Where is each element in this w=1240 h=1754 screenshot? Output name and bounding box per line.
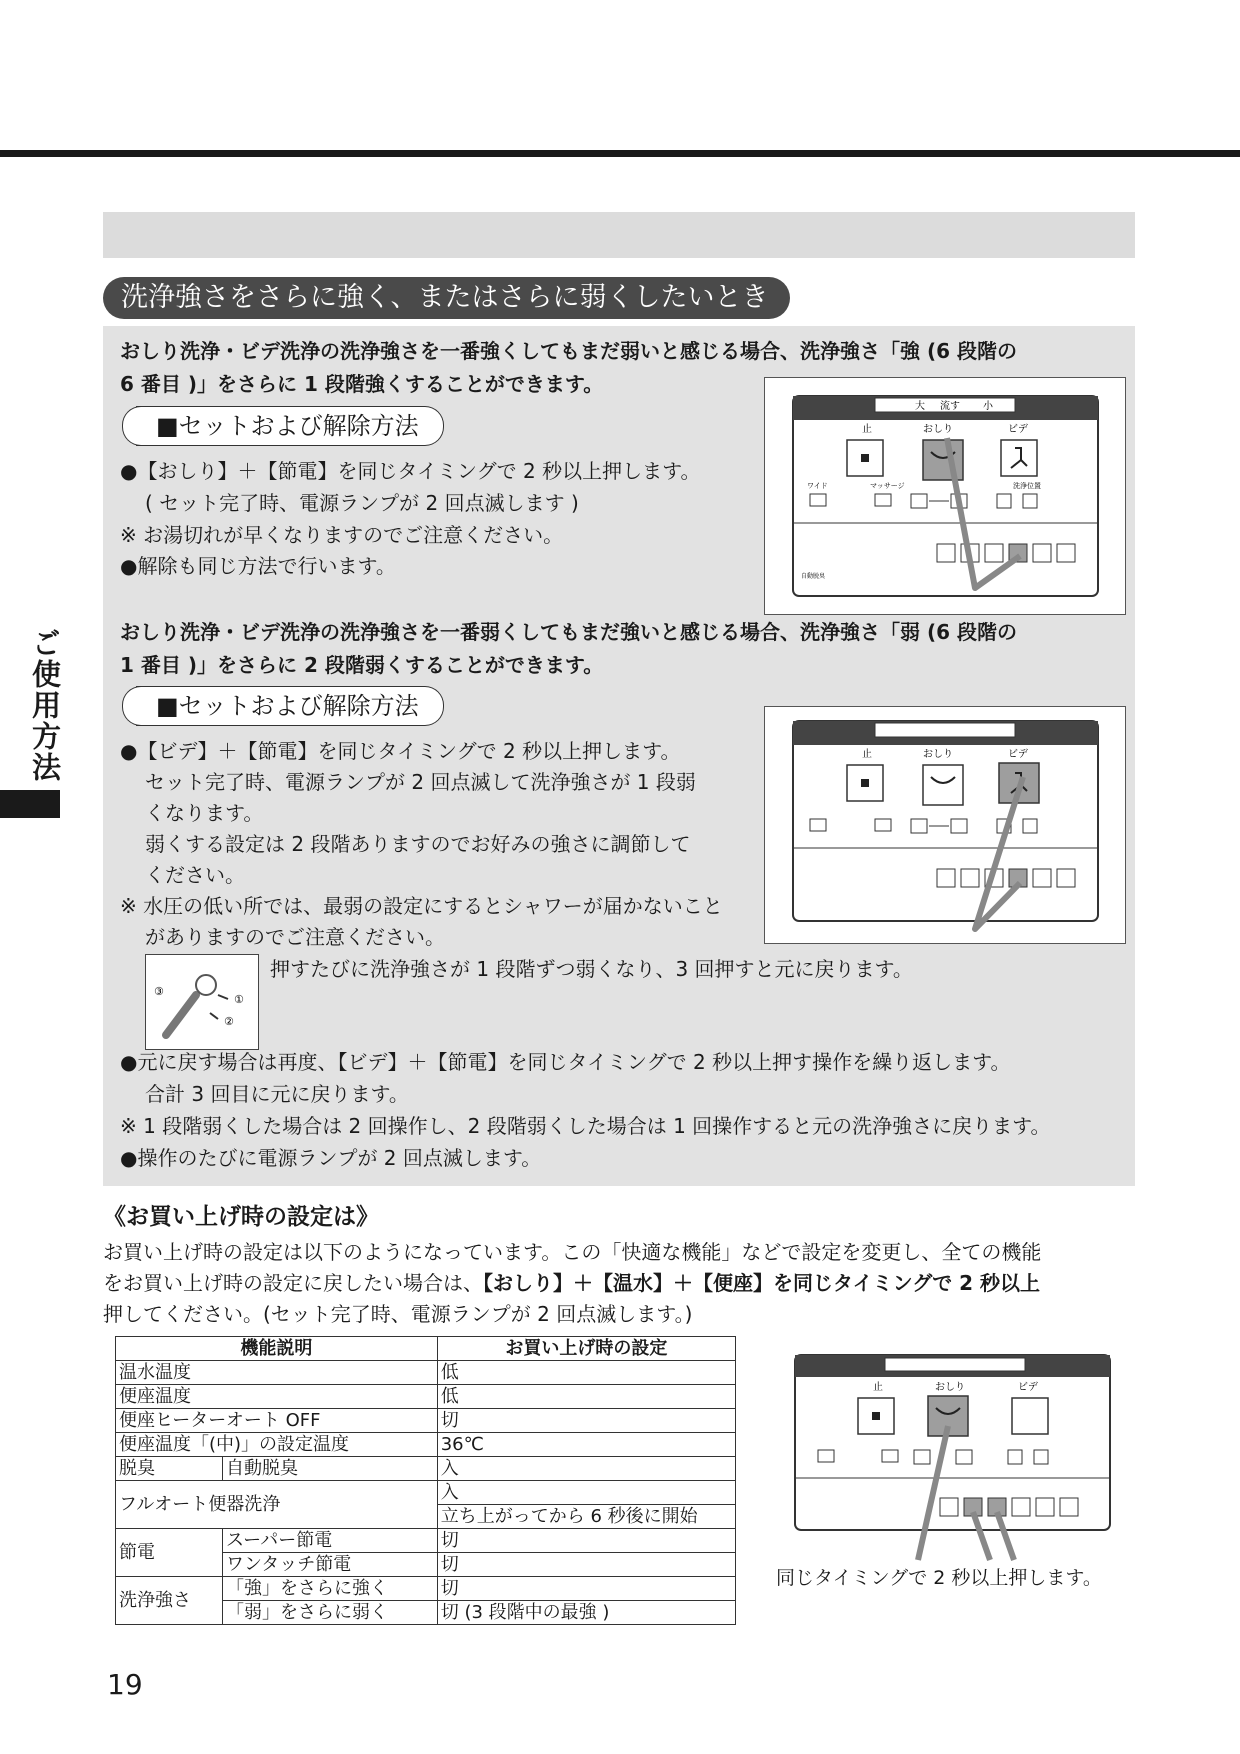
strong-note-1: ※ お湯切れが早くなりますのでご注意ください。	[120, 523, 564, 547]
side-tab-marker	[0, 790, 60, 818]
strong-method-label: ■セットおよび解除方法	[136, 406, 444, 446]
weak-step-2b: 合計 3 回目に元に戻ります。	[145, 1082, 409, 1106]
strong-step-1: ●【おしり】＋【節電】を同じタイミングで 2 秒以上押します。	[120, 459, 701, 483]
svg-text:マッサージ: マッサージ	[870, 482, 905, 490]
svg-text:③: ③	[154, 985, 164, 998]
reset-caption: 同じタイミングで 2 秒以上押します。	[776, 1567, 1102, 1589]
table-row: 「弱」をさらに弱く 切 (3 段階中の最強 )	[116, 1601, 736, 1625]
remote-diagram-oshiri	[764, 377, 1126, 615]
settings-para-3: 押してください。(セット完了時、電源ランプが 2 回点滅します。)	[103, 1302, 693, 1326]
weak-note-1b: がありますのでご注意ください。	[145, 925, 445, 949]
svg-text:小: 小	[983, 401, 993, 412]
table-head-function: 機能説明	[116, 1337, 438, 1361]
table-row: 便座ヒーターオート OFF 切	[116, 1409, 736, 1433]
svg-text:洗浄位置: 洗浄位置	[1013, 482, 1041, 490]
svg-text:自動脱臭: 自動脱臭	[801, 573, 826, 580]
weak-intro-1: おしり洗浄・ビデ洗浄の洗浄強さを一番弱くしてもまだ強いと感じる場合、洗浄強さ「弱 (6 段階の	[120, 620, 1017, 644]
section-title: 洗浄強さをさらに強く、またはさらに弱くしたいとき	[103, 277, 790, 319]
header-band	[103, 212, 1135, 258]
table-row: 便座温度 低	[116, 1385, 736, 1409]
page-number: 19	[107, 1668, 143, 1701]
svg-text:ワイド: ワイド	[807, 482, 828, 490]
table-row: ワンタッチ節電 切	[116, 1553, 736, 1577]
side-title: ご使用方法	[28, 628, 62, 783]
table-head-default: お買い上げ時の設定	[437, 1337, 735, 1361]
weak-note-2: ※ 1 段階弱くした場合は 2 回操作し、2 段階弱くした場合は 1 回操作すると元の洗浄強さに戻ります。	[120, 1114, 1051, 1138]
weak-press-note: 押すたびに洗浄強さが 1 段階ずつ弱くなり、3 回押すと元に戻ります。	[270, 957, 913, 981]
svg-text:大: 大	[915, 401, 925, 412]
table-row: 節電 スーパー節電 切	[116, 1529, 736, 1553]
remote-diagram-bide	[764, 706, 1126, 944]
svg-text:ビデ: ビデ	[1018, 1382, 1038, 1393]
remote-illustration	[765, 378, 1125, 614]
svg-text:おしり: おしり	[923, 749, 953, 760]
strong-step-1b: ( セット完了時、電源ランプが 2 回点滅します )	[145, 491, 579, 515]
svg-text:流す: 流す	[940, 401, 960, 412]
svg-text:ビデ: ビデ	[1008, 749, 1028, 760]
weak-intro-2: 1 番目 )」をさらに 2 段階弱くすることができます。	[120, 653, 604, 677]
weak-method-label: ■セットおよび解除方法	[136, 686, 444, 726]
press-sequence-icon	[145, 954, 259, 1050]
weak-step-1e: ください。	[145, 863, 245, 887]
table-row: 洗浄強さ 「強」をさらに強く 切	[116, 1577, 736, 1601]
weak-step-1: ●【ビデ】＋【節電】を同じタイミングで 2 秒以上押します。	[120, 739, 681, 763]
svg-text:おしり: おしり	[935, 1382, 965, 1393]
weak-step-2: ●元に戻す場合は再度、【ビデ】＋【節電】を同じタイミングで 2 秒以上押す操作を繰り返します。	[120, 1050, 1011, 1074]
strong-intro-2: 6 番目 )」をさらに 1 段階強くすることができます。	[120, 372, 604, 396]
svg-text:おしり: おしり	[923, 424, 953, 435]
table-row: 温水温度 低	[116, 1361, 736, 1385]
svg-text:止: 止	[873, 1382, 883, 1393]
svg-text:止: 止	[862, 749, 872, 760]
table-row: 立ち上がってから 6 秒後に開始	[116, 1505, 736, 1529]
weak-note-1: ※ 水圧の低い所では、最弱の設定にするとシャワーが届かないこと	[120, 894, 723, 918]
weak-step-1d: 弱くする設定は 2 段階ありますのでお好みの強さに調節して	[145, 832, 691, 856]
settings-para-2: をお買い上げ時の設定に戻したい場合は、【おしり】＋【温水】＋【便座】を同じタイミングで 2 秒以上	[103, 1271, 1041, 1295]
header-rule	[0, 150, 1240, 157]
table-row: 便座温度「(中)」の設定温度 36℃	[116, 1433, 736, 1457]
svg-text:止: 止	[862, 424, 872, 435]
table-row: フルオート便器洗浄 入	[116, 1481, 736, 1505]
settings-para-1: お買い上げ時の設定は以下のようになっています。この「快適な機能」などで設定を変更し、全ての機能	[103, 1240, 1042, 1264]
svg-text:②: ②	[224, 1015, 234, 1028]
weak-step-1b: セット完了時、電源ランプが 2 回点滅して洗浄強さが 1 段弱	[145, 770, 696, 794]
strong-step-2: ●解除も同じ方法で行います。	[120, 554, 396, 578]
default-settings-table	[115, 1336, 736, 1625]
remote-diagram-reset	[790, 1350, 1120, 1565]
svg-text:①: ①	[234, 993, 244, 1006]
svg-text:ビデ: ビデ	[1008, 424, 1028, 435]
settings-title: 《お買い上げ時の設定は》	[103, 1204, 379, 1230]
weak-step-3: ●操作のたびに電源ランプが 2 回点滅します。	[120, 1146, 542, 1170]
strong-intro-1: おしり洗浄・ビデ洗浄の洗浄強さを一番強くしてもまだ弱いと感じる場合、洗浄強さ「強 (6 段階の	[120, 339, 1017, 363]
table-row: 脱臭 自動脱臭 入	[116, 1457, 736, 1481]
weak-step-1c: くなります。	[145, 801, 264, 825]
